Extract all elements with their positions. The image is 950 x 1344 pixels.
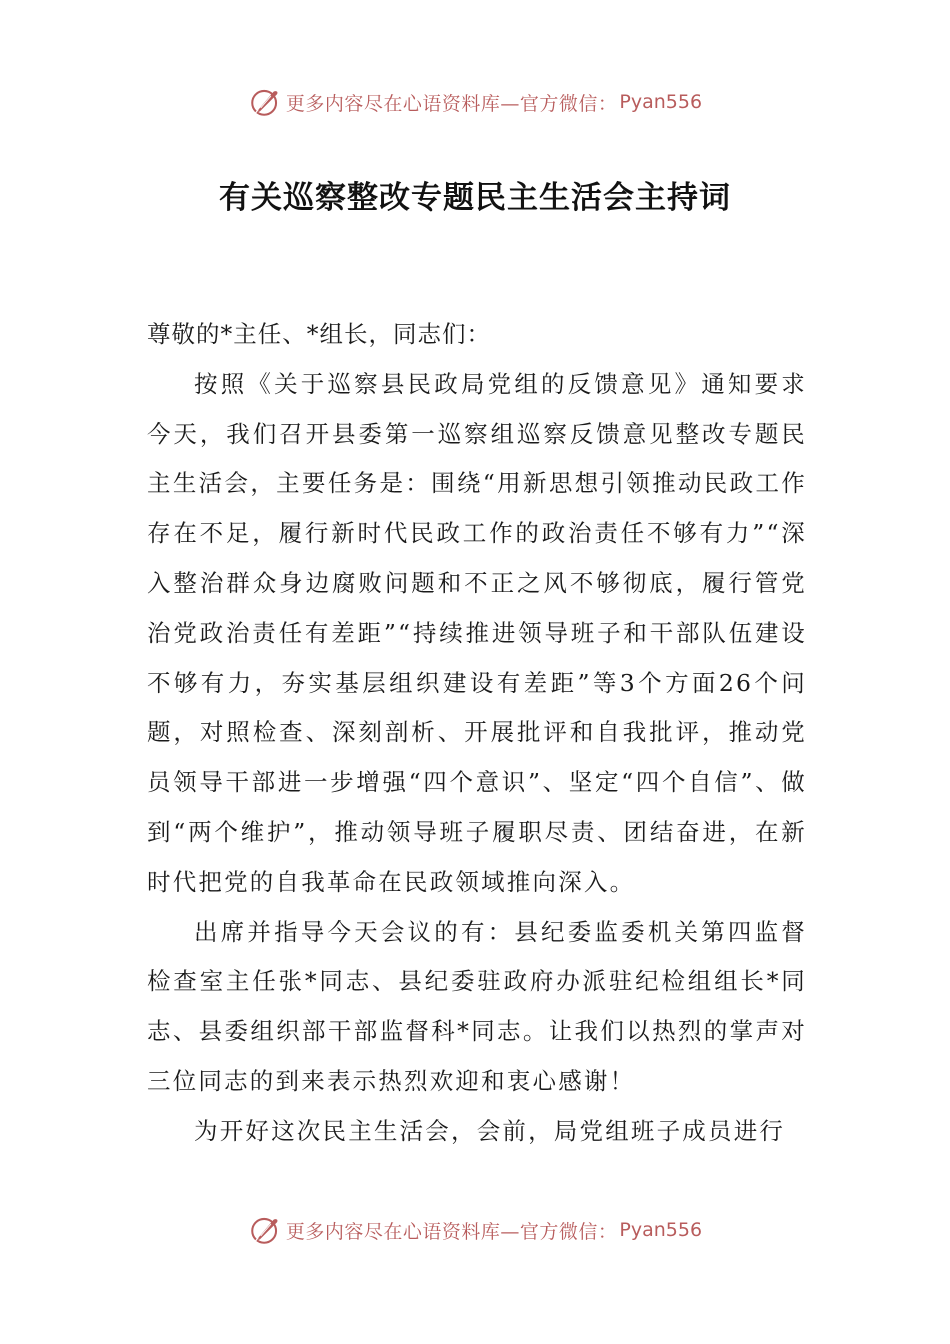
quill-pen-logo-icon	[248, 85, 282, 119]
quill-pen-logo-icon	[248, 1213, 282, 1247]
paragraph-2: 出席并指导今天会议的有：县纪委监委机关第四监督检查室主任张*同志、县纪委驻政府办派驻纪检组组长*同志、县委组织部干部监督科*同志。让我们以热烈的掌声对三位同志的到来表示热烈欢迎和衷心感谢！	[147, 917, 807, 1095]
salutation: 尊敬的*主任、*组长，同志们：	[147, 320, 491, 348]
banner-wechat-id: Pyan556	[619, 1219, 703, 1241]
paragraph-3: 为开好这次民主生活会，会前，局党组班子成员进行	[194, 1116, 786, 1145]
header-watermark-banner	[0, 82, 950, 122]
footer-watermark-banner	[0, 1210, 950, 1250]
document-title: 有关巡察整改专题民主生活会主持词	[219, 180, 731, 216]
paragraph-1: 按照《关于巡察县民政局党组的反馈意见》通知要求今天，我们召开县委第一巡察组巡察反馈意见整改专题民主生活会，主要任务是：围绕“用新思想引领推动民政工作存在不足，履行新时代民政工作的政治责任不够有力”“深入整治群众身边腐败问题和不正之风不够彻底，履行管党治党政治责任有差距”“持续推进领导班子和干部队伍建设不够有力，夯实基层组织建设有差距”等3个方面26个问题，对照检查、深刻剖析、开展批评和自我批评，推动党员领导干部进一步增强“四个意识”、坚定“四个自信”、做到“两个维护”，推动领导班子履职尽责、团结奋进，在新时代把党的自我革命在民政领域推向深入。	[147, 369, 807, 896]
banner-text: 更多内容尽在心语资料库—官方微信：	[285, 92, 618, 115]
banner-text: 更多内容尽在心语资料库—官方微信：	[285, 1220, 618, 1243]
banner-wechat-id: Pyan556	[619, 91, 703, 113]
document-body	[147, 310, 807, 1157]
